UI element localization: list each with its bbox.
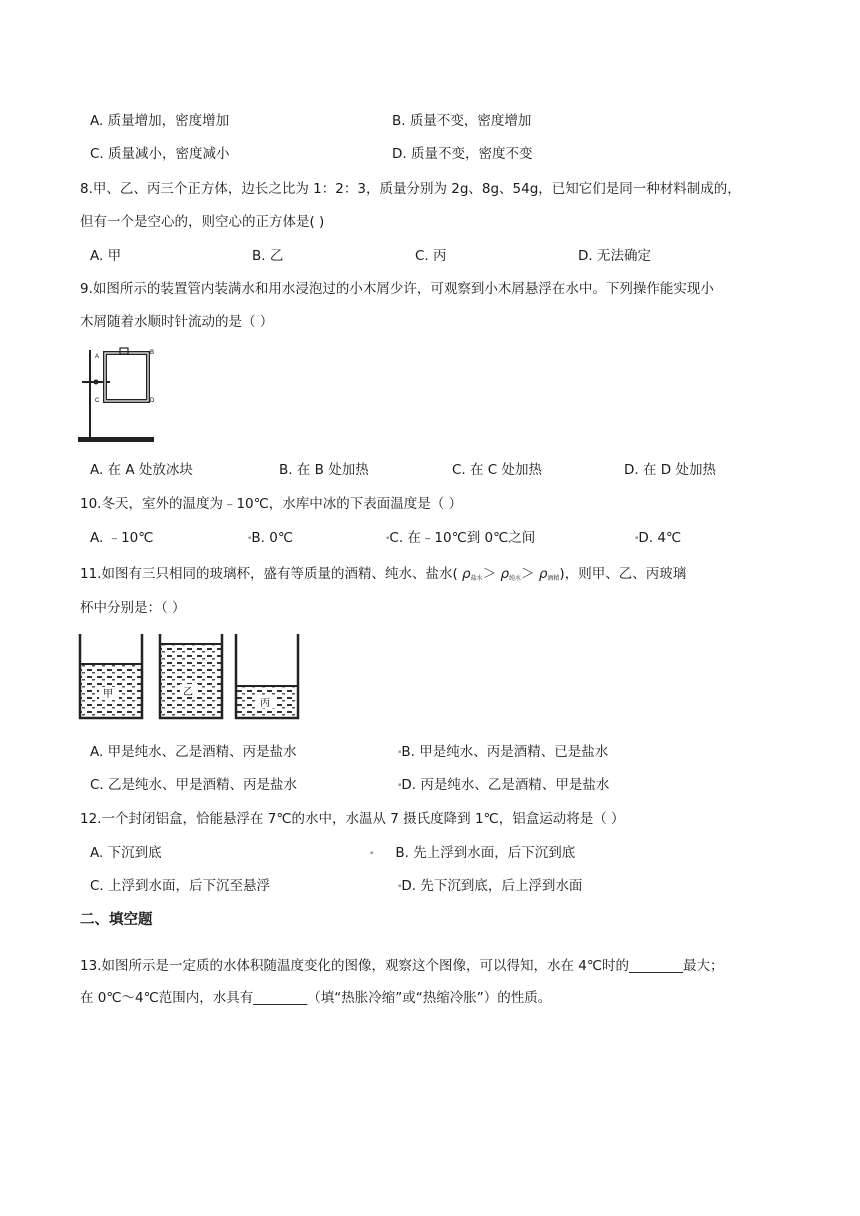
q9-apparatus-figure bbox=[76, 346, 158, 450]
q10-stem: 10.冬天，室外的温度为﹣10℃，水库中冰的下表面温度是（ ） bbox=[80, 496, 463, 512]
q8-stem-line1: 8.甲、乙、丙三个正方体，边长之比为 1：2：3，质量分别为 2g、8g、54g，已知它们是同一种材料制成的， bbox=[80, 181, 741, 197]
q8-stem-line2: 但有一个是空心的，则空心的正方体是( ) bbox=[80, 214, 325, 230]
q8-option-d: D. 无法确定 bbox=[578, 248, 651, 264]
q9-option-d: D. 在 D 处加热 bbox=[624, 462, 716, 478]
label-d: D bbox=[150, 398, 155, 404]
q8-option-c: C. 丙 bbox=[415, 248, 447, 264]
q10-option-d: ▪D. 4℃ bbox=[635, 530, 682, 546]
q7-option-b: B. 质量不变，密度增加 bbox=[392, 113, 532, 129]
q7-option-c: C. 质量减小，密度减小 bbox=[90, 146, 230, 162]
q10-option-a: A. ﹣10℃ bbox=[90, 530, 154, 546]
q9-stem-line2: 木屑随着水顺时针流动的是（ ） bbox=[80, 314, 274, 330]
q8-option-b: B. 乙 bbox=[252, 248, 284, 264]
q11-cups-figure bbox=[76, 632, 308, 722]
q9-option-c: C. 在 C 处加热 bbox=[452, 462, 543, 478]
q11-option-c: C. 乙是纯水、甲是酒精、丙是盐水 bbox=[90, 777, 298, 793]
label-b: B bbox=[150, 350, 155, 356]
q10-option-b: ▪B. 0℃ bbox=[248, 530, 293, 546]
q11-stem-line2: 杯中分别是：（ ） bbox=[80, 600, 186, 616]
label-a: A bbox=[95, 354, 100, 360]
q11-option-a: A. 甲是纯水、乙是酒精、丙是盐水 bbox=[90, 744, 297, 760]
q13-stem-line2: 在 0℃～4℃范围内，水具有________（填“热胀冷缩”或“热缩冷胀”）的性质。 bbox=[80, 990, 552, 1006]
cup-label-c: 丙 bbox=[260, 698, 270, 709]
q12-option-b: ▪ B. 先上浮到水面，后下沉到底 bbox=[370, 845, 576, 861]
q9-option-a: A. 在 A 处放冰块 bbox=[90, 462, 193, 478]
q11-option-b: ▪B. 甲是纯水、丙是酒精、已是盐水 bbox=[398, 744, 609, 760]
cup-label-a: 甲 bbox=[103, 689, 113, 700]
q9-stem-line1: 9.如图所示的装置管内装满水和用水浸泡过的小木屑少许，可观察到小木屑悬浮在水中。下列操作能实现小 bbox=[80, 281, 714, 297]
q12-option-d: ▪D. 先下沉到底，后上浮到水面 bbox=[398, 878, 583, 894]
q7-option-a: A. 质量增加，密度增加 bbox=[90, 113, 230, 129]
q11-option-d: ▪D. 丙是纯水、乙是酒精、甲是盐水 bbox=[398, 777, 610, 793]
q12-option-a: A. 下沉到底 bbox=[90, 845, 162, 861]
cup-label-b: 乙 bbox=[183, 687, 193, 698]
q8-option-a: A. 甲 bbox=[90, 248, 122, 264]
q7-option-d: D. 质量不变，密度不变 bbox=[392, 146, 533, 162]
q10-option-c: ▪C. 在﹣10℃到 0℃之间 bbox=[386, 530, 536, 546]
q13-stem-line1: 13.如图所示是一定质的水体积随温度变化的图像，观察这个图像，可以得知，水在 4℃时的________最大； bbox=[80, 958, 724, 974]
q12-stem: 12.一个封闭铝盒，恰能悬浮在 7℃的水中，水温从 7 摄氏度降到 1℃，铝盒运动将是（ ） bbox=[80, 811, 625, 827]
label-c: C bbox=[95, 398, 100, 404]
q11-stem-line1: 11.如图有三只相同的玻璃杯，盛有等质量的酒精、纯水、盐水( $\rho_{盐水}> \rho_{纯水}> \rho_{酒精}$)，则甲、乙、丙玻璃 bbox=[80, 566, 687, 582]
section-title-fill-blank: 二、填空题 bbox=[80, 912, 153, 928]
q12-option-c: C. 上浮到水面，后下沉至悬浮 bbox=[90, 878, 271, 894]
q9-option-b: B. 在 B 处加热 bbox=[279, 462, 369, 478]
